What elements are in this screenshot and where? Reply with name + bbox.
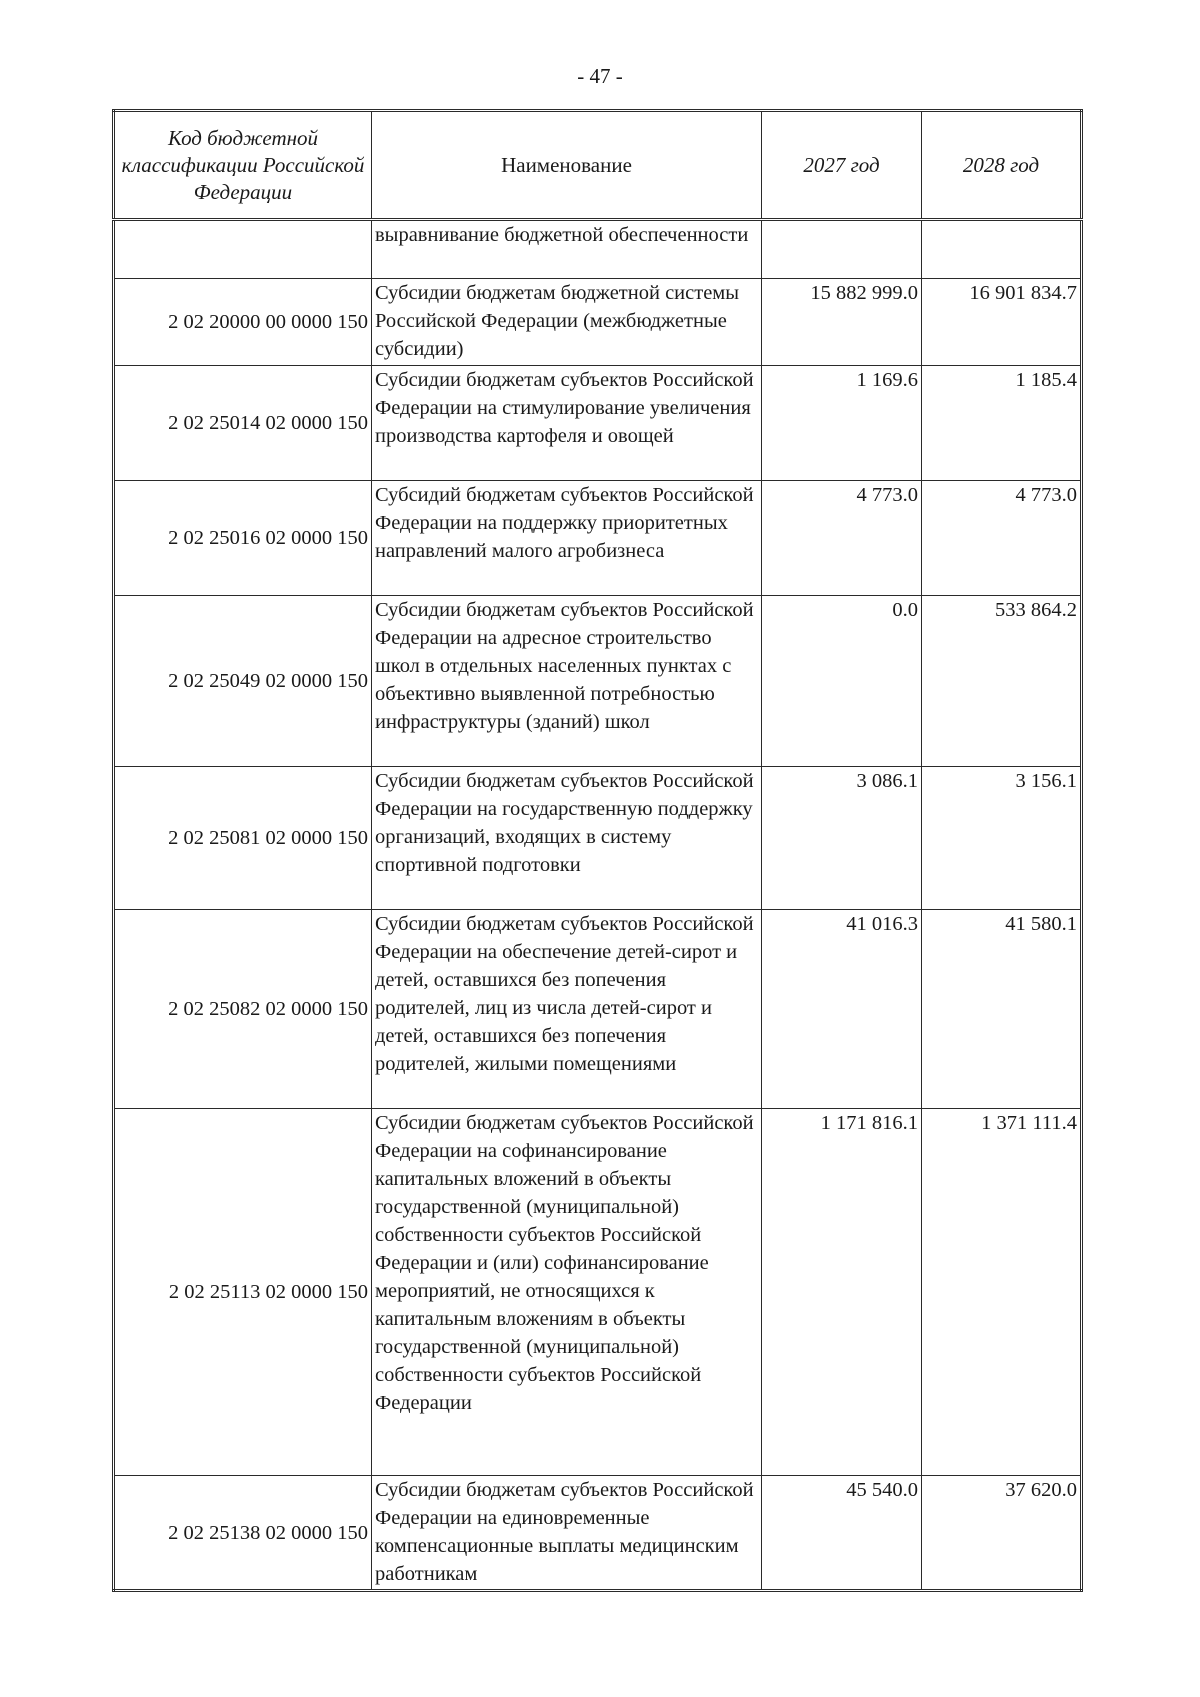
row-value-2027: 3 086.1 bbox=[762, 767, 922, 910]
row-code: 2 02 25138 02 0000 150 bbox=[114, 1476, 372, 1591]
row-value-2028: 16 901 834.7 bbox=[922, 279, 1082, 366]
row-name: Субсидии бюджетам субъектов Российской Федерации на софинансирование капитальных вложений в объекты государственной (муниципальной) собственности субъектов Российской Федерации и (или) софинансирование мероприятий, не относящихся к капитальным вложениям в объекты государственной (муниципальной) собственности субъектов Российской Федерации bbox=[372, 1109, 762, 1476]
table-row bbox=[114, 366, 1082, 481]
row-value-2027: 45 540.0 bbox=[762, 1476, 922, 1591]
row-value-2027 bbox=[762, 220, 922, 279]
row-value-2028: 533 864.2 bbox=[922, 596, 1082, 767]
row-code: 2 02 25082 02 0000 150 bbox=[114, 910, 372, 1109]
table-row bbox=[114, 910, 1082, 1109]
table-row bbox=[114, 481, 1082, 596]
header-year-2028: 2028 год bbox=[922, 111, 1082, 220]
row-value-2028: 1 185.4 bbox=[922, 366, 1082, 481]
row-name: Субсидии бюджетам субъектов Российской Федерации на обеспечение детей-сирот и детей, оставшихся без попечения родителей, лиц из числа детей-сирот и детей, оставшихся без попечения родителей, жилыми помещениями bbox=[372, 910, 762, 1109]
row-value-2028: 1 371 111.4 bbox=[922, 1109, 1082, 1476]
row-name: Субсидий бюджетам субъектов Российской Федерации на поддержку приоритетных направлений малого агробизнеса bbox=[372, 481, 762, 596]
table-row bbox=[114, 1476, 1082, 1591]
row-value-2027: 0.0 bbox=[762, 596, 922, 767]
row-value-2027: 1 171 816.1 bbox=[762, 1109, 922, 1476]
header-year-2027: 2027 год bbox=[762, 111, 922, 220]
row-name: Субсидии бюджетам субъектов Российской Федерации на стимулирование увеличения производства картофеля и овощей bbox=[372, 366, 762, 481]
row-code: 2 02 25049 02 0000 150 bbox=[114, 596, 372, 767]
row-name: Субсидии бюджетам бюджетной системы Российской Федерации (межбюджетные субсидии) bbox=[372, 279, 762, 366]
row-name: выравнивание бюджетной обеспеченности bbox=[372, 220, 762, 279]
row-code: 2 02 25016 02 0000 150 bbox=[114, 481, 372, 596]
table-row bbox=[114, 767, 1082, 910]
row-name: Субсидии бюджетам субъектов Российской Федерации на единовременные компенсационные выплаты медицинским работникам bbox=[372, 1476, 762, 1591]
row-value-2028 bbox=[922, 220, 1082, 279]
table-row bbox=[114, 596, 1082, 767]
row-value-2027: 1 169.6 bbox=[762, 366, 922, 481]
row-code: 2 02 25113 02 0000 150 bbox=[114, 1109, 372, 1476]
row-name: Субсидии бюджетам субъектов Российской Федерации на государственную поддержку организаций, входящих в систему спортивной подготовки bbox=[372, 767, 762, 910]
budget-table bbox=[112, 109, 1083, 1592]
row-value-2028: 4 773.0 bbox=[922, 481, 1082, 596]
header-code: Код бюджетной классификации Российской Федерации bbox=[114, 111, 372, 220]
row-code bbox=[114, 220, 372, 279]
table-row bbox=[114, 1109, 1082, 1476]
row-value-2027: 4 773.0 bbox=[762, 481, 922, 596]
row-code: 2 02 25081 02 0000 150 bbox=[114, 767, 372, 910]
table-row bbox=[114, 279, 1082, 366]
row-value-2027: 41 016.3 bbox=[762, 910, 922, 1109]
row-name: Субсидии бюджетам субъектов Российской Федерации на адресное строительство школ в отдельных населенных пунктах с объективно выявленной потребностью инфраструктуры (зданий) школ bbox=[372, 596, 762, 767]
header-name: Наименование bbox=[372, 111, 762, 220]
table-header-row bbox=[114, 111, 1082, 220]
row-value-2028: 41 580.1 bbox=[922, 910, 1082, 1109]
row-code: 2 02 25014 02 0000 150 bbox=[114, 366, 372, 481]
table-row bbox=[114, 220, 1082, 279]
page-number: - 47 - bbox=[577, 64, 623, 88]
row-value-2027: 15 882 999.0 bbox=[762, 279, 922, 366]
row-value-2028: 3 156.1 bbox=[922, 767, 1082, 910]
row-code: 2 02 20000 00 0000 150 bbox=[114, 279, 372, 366]
row-value-2028: 37 620.0 bbox=[922, 1476, 1082, 1591]
